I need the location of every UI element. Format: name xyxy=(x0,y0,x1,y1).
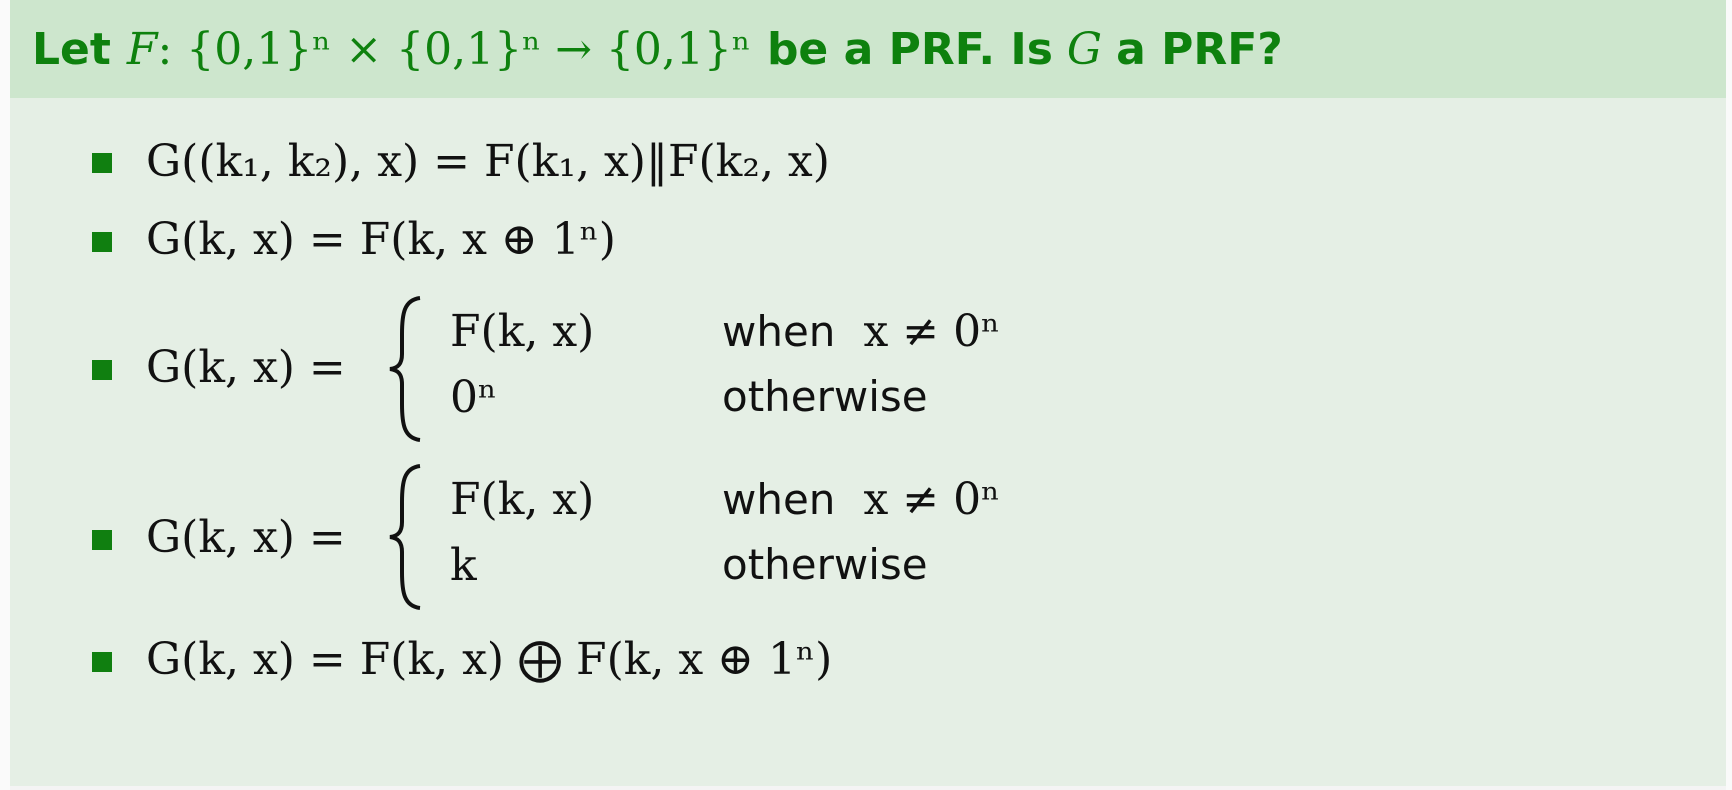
formula-1: G((k₁, k₂), x) = F(k₁, x)‖F(k₂, x) xyxy=(146,136,830,187)
title-function-name: F xyxy=(126,23,158,75)
formula-4-case1-math: x ≠ 0ⁿ xyxy=(863,474,1001,525)
title-prefix: Let xyxy=(32,23,111,75)
slide-body xyxy=(10,98,1726,790)
formula-2: G(k, x) = F(k, x ⊕ 1ⁿ) xyxy=(146,214,616,265)
bullet-3 xyxy=(92,360,112,380)
formula-4-brace xyxy=(386,462,426,612)
bullet-4 xyxy=(92,530,112,550)
title-signature: : {0,1}ⁿ × {0,1}ⁿ → {0,1}ⁿ xyxy=(157,23,751,75)
title-math-signature xyxy=(127,24,751,75)
bullet-5 xyxy=(92,652,112,672)
bullet-1 xyxy=(92,153,112,173)
formula-3-case1-math: x ≠ 0ⁿ xyxy=(863,306,1001,357)
formula-4-case1-value: F(k, x) xyxy=(450,474,595,525)
formula-4-case1-when: when xyxy=(722,475,836,524)
formula-4-case1-condition xyxy=(722,474,1001,525)
formula-5: G(k, x) = F(k, x) ⨁ F(k, x ⊕ 1ⁿ) xyxy=(146,634,833,685)
title-middle: be a PRF. Is xyxy=(766,23,1053,75)
bullet-2 xyxy=(92,232,112,252)
title-suffix: a PRF? xyxy=(1116,23,1283,75)
formula-3-case1-value: F(k, x) xyxy=(450,306,595,357)
formula-3-case2-value: 0ⁿ xyxy=(450,372,498,423)
title-generator-name: G xyxy=(1066,23,1103,75)
formula-4-case2-condition: otherwise xyxy=(722,540,928,589)
formula-3-case1-condition xyxy=(722,306,1001,357)
slide xyxy=(10,0,1726,790)
formula-3-lhs: G(k, x) = xyxy=(146,342,346,393)
formula-3-case1-when: when xyxy=(722,307,836,356)
slide-title xyxy=(10,0,1726,98)
formula-3-brace xyxy=(386,294,426,444)
formula-3-case2-condition: otherwise xyxy=(722,372,928,421)
formula-4-case2-value: k xyxy=(450,540,477,591)
formula-4-lhs: G(k, x) = xyxy=(146,512,346,563)
